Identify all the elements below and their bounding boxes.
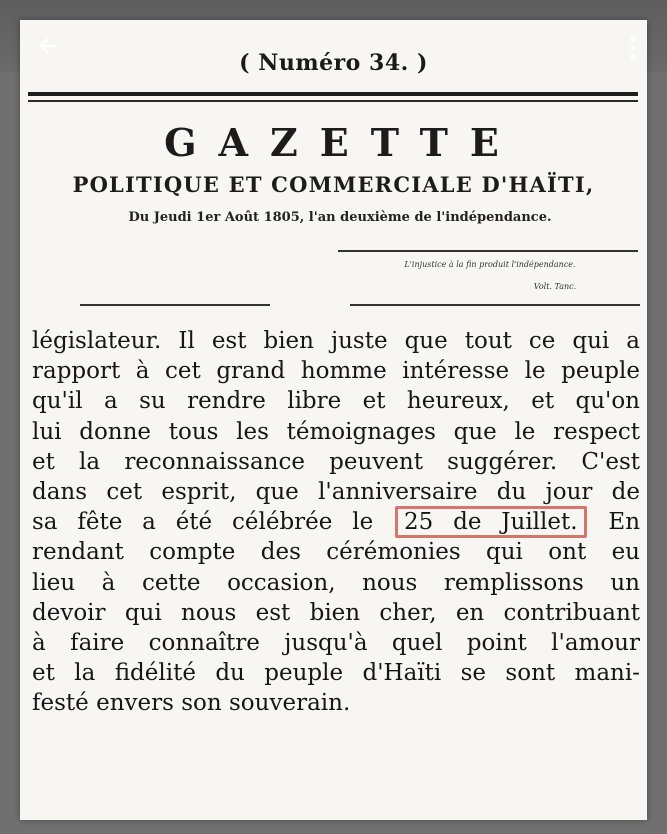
newspaper-subtitle: POLITIQUE ET COMMERCIALE D'HAÏTI,: [72, 172, 595, 197]
article-line: rendant compte des cérémonies qui ont eu: [32, 539, 640, 566]
back-button[interactable]: [28, 26, 68, 66]
article-line: législateur. Il est bien juste que tout ce qui a: [32, 328, 640, 354]
article-line-highlighted: [32, 507, 640, 537]
section-rule-right: [350, 304, 640, 306]
article-line: qu'il a su rendre libre et heureux, et qu'on: [32, 388, 640, 415]
dateline: Du Jeudi 1er Août 1805, l'an deuxième de l'indépendance.: [128, 210, 552, 225]
epigraph-author: Volt. Tanc.: [533, 282, 577, 291]
newspaper-content: [20, 20, 647, 820]
article-line: rapport à cet grand homme intéresse le peuple: [32, 358, 640, 385]
article-line: devoir qui nous est bien cher, en contribuant: [32, 599, 640, 626]
article-line: et la fidélité du peuple d'Haïti se sont mani-: [32, 660, 640, 687]
article-line: festé envers son souverain.: [32, 690, 351, 717]
line-text-before: sa fête a été célébrée le: [32, 509, 374, 536]
article-body: [32, 326, 640, 719]
header-rule-thin: [28, 100, 638, 102]
article-line: lieu à cette occasion, nous remplissons un: [32, 569, 640, 596]
header-rule-thick: [28, 92, 638, 96]
section-rule-left: [80, 304, 270, 306]
epigraph: L'injustice à la fin produit l'indépendance.: [404, 260, 576, 269]
article-line: à faire connaître jusqu'à quel point l'amour: [32, 630, 640, 657]
epigraph-rule-top: [338, 250, 638, 252]
more-vertical-icon: [629, 35, 637, 61]
newspaper-page: [20, 20, 647, 820]
arrow-left-icon: [35, 33, 61, 59]
article-line: lui donne tous les témoignages que le respect: [32, 418, 640, 445]
newspaper-title: GAZETTE: [164, 120, 521, 165]
article-line: dans cet esprit, que l'anniversaire du jour de: [32, 479, 640, 506]
issue-number: ( Numéro 34. ): [239, 50, 428, 76]
article-line: et la reconnaissance peuvent suggérer. C'est: [32, 448, 640, 475]
line-text-after: En: [608, 509, 641, 536]
more-options-button[interactable]: [621, 28, 645, 68]
highlighted-date: 25 de Juillet.: [395, 506, 587, 538]
